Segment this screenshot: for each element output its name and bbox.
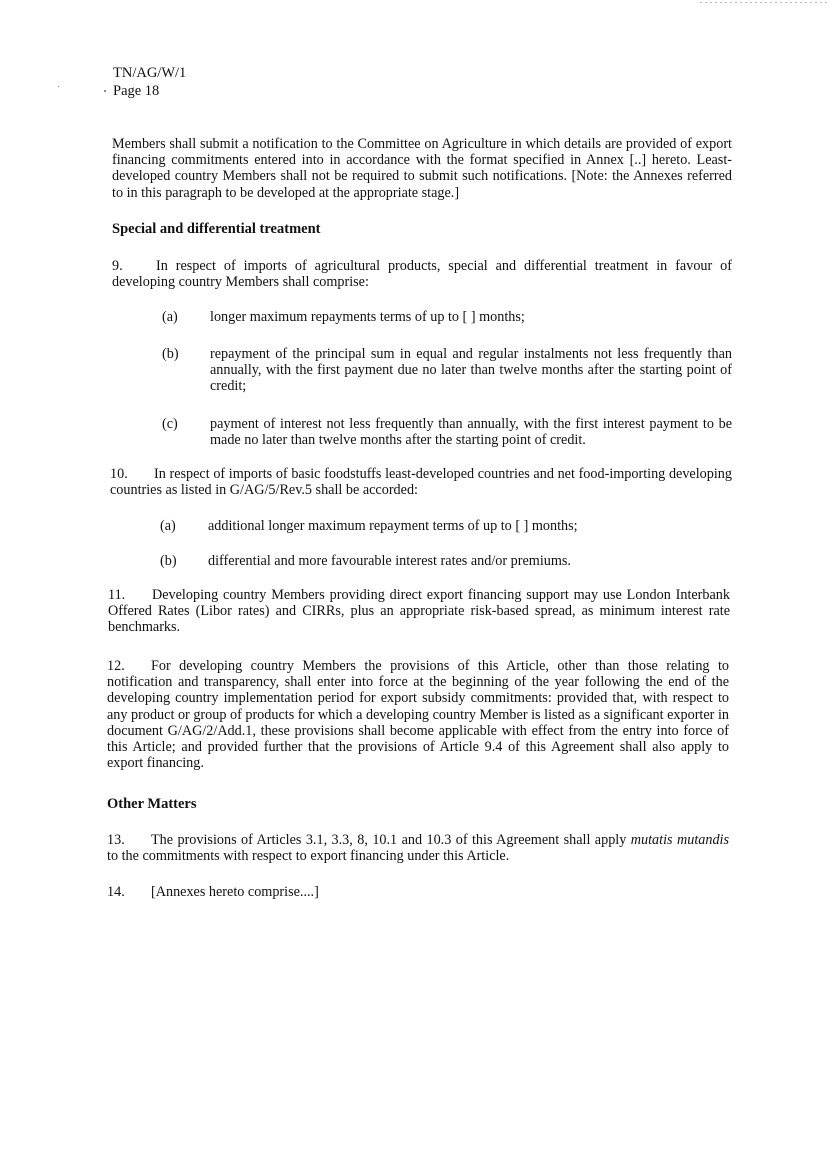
item-text: payment of interest not less frequently than annually, with the first interest payment to be made no later than twelve months after the starting point of credit. bbox=[210, 416, 732, 449]
scan-speck bbox=[58, 86, 59, 87]
scan-speck bbox=[104, 90, 106, 92]
item-label: (c) bbox=[162, 416, 178, 432]
paragraph-9 bbox=[112, 258, 732, 290]
section-heading-other: Other Matters bbox=[107, 796, 197, 812]
item-label: (a) bbox=[162, 309, 178, 325]
paragraph-number: 12. bbox=[107, 658, 125, 674]
item-text: differential and more favourable interest rates and/or premiums. bbox=[208, 553, 571, 569]
section-heading-sdt: Special and differential treatment bbox=[112, 221, 321, 237]
paragraph-text: Developing country Members providing direct export financing support may use London Interbank Offered Rates (Libor rates) and CIRRs, plus an appropriate risk-based spread, as minimum interest rate benchmarks. bbox=[108, 587, 730, 636]
list-item bbox=[162, 309, 732, 327]
item-text: additional longer maximum repayment terms of up to [ ] months; bbox=[208, 518, 578, 534]
paragraph-12 bbox=[107, 658, 729, 771]
list-item bbox=[160, 518, 732, 536]
list-item bbox=[160, 553, 732, 571]
item-text: repayment of the principal sum in equal and regular instalments not less frequently than annually, with the first payment due no later than twelve months after the starting point of credit; bbox=[210, 346, 732, 395]
item-label: (b) bbox=[160, 553, 177, 569]
item-label: (a) bbox=[160, 518, 176, 534]
paragraph-number: 14. bbox=[107, 884, 125, 900]
paragraph-number: 13. bbox=[107, 832, 125, 848]
paragraph-number: 10. bbox=[110, 466, 128, 482]
paragraph-text: The provisions of Articles 3.1, 3.3, 8, 10.1 and 10.3 of this Agreement shall apply bbox=[151, 832, 631, 848]
item-label: (b) bbox=[162, 346, 179, 362]
paragraph-text: [Annexes hereto comprise....] bbox=[151, 884, 319, 900]
document-symbol: TN/AG/W/1 bbox=[113, 65, 187, 81]
paragraph-text: In respect of imports of basic foodstuffs least-developed countries and net food-importing developing countries as listed in G/AG/5/Rev.5 shall be accorded: bbox=[110, 466, 732, 499]
list-item bbox=[162, 416, 732, 450]
scan-artifact bbox=[700, 2, 830, 3]
latin-phrase: mutatis mutandis bbox=[630, 832, 729, 848]
paragraph-number: 9. bbox=[112, 258, 123, 274]
paragraph-number: 11. bbox=[108, 587, 126, 603]
paragraph-text-end: to the commitments with respect to export financing under this Article. bbox=[107, 848, 510, 865]
paragraph-14 bbox=[107, 884, 729, 900]
paragraph-text: In respect of imports of agricultural products, special and differential treatment in favour of developing country Members shall comprise: bbox=[112, 258, 732, 291]
paragraph-11 bbox=[108, 587, 730, 636]
paragraph-13 bbox=[107, 832, 729, 864]
paragraph-text: For developing country Members the provisions of this Article, other than those relating to notification and transparency, shall enter into force at the beginning of the year following the end of the developing country implementation period for export subsidy commitments: provided that, with respect to any product or group of products for which a developing country Member is listed as a significant exporter in document G/AG/2/Add.1, these provisions shall become applicable with effect from the entry into force of this Article; and provided further that the provisions of Article 9.4 of this Agreement shall also apply to export financing. bbox=[107, 658, 729, 772]
paragraph-10 bbox=[110, 466, 732, 498]
page-number: Page 18 bbox=[113, 83, 160, 99]
item-text: longer maximum repayments terms of up to [ ] months; bbox=[210, 309, 525, 325]
intro-paragraph: Members shall submit a notification to the Committee on Agriculture in which details are provided of export financing commitments entered into in accordance with the format specified in Annex [..] hereto. Least-developed country Members shall not be required to submit such notifications. [Note: the Annexes referred to in this paragraph to be developed at the appropriate stage.] bbox=[112, 136, 732, 201]
list-item bbox=[162, 346, 732, 396]
